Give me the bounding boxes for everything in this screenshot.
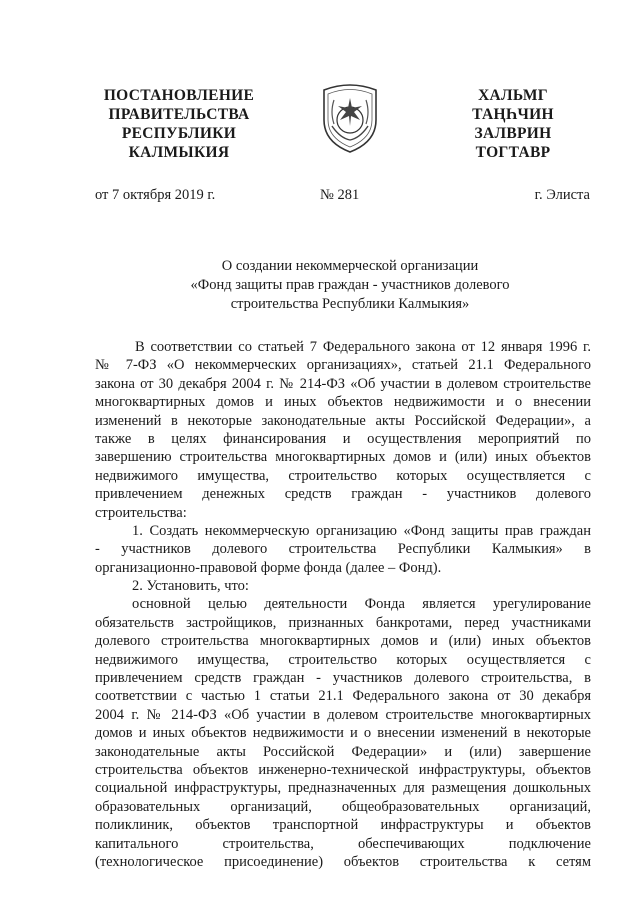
body-line: основной целью деятельности Фонда является урегулирование (132, 596, 591, 613)
header-left-line: КАЛМЫКИЯ (128, 144, 230, 161)
document-city: г. Элиста (534, 187, 590, 203)
body-line: 1. Создать некоммерческую организацию «Фонд защиты прав граждан (132, 522, 591, 539)
body-line: обязательств застройщиков, признанных банкротами, перед участниками (95, 614, 591, 631)
header-right-line: ЗАЛВРИН (474, 125, 552, 142)
body-line: социальной инфраструктуры, предназначенных для размещения дошкольных (95, 780, 591, 797)
body-line: также в целях финансирования и осуществления мероприятий по (95, 430, 591, 447)
body-line: строительства объектов инженерно-технической инфраструктуры, объектов (95, 761, 591, 778)
document-number: № 281 (320, 187, 360, 203)
body-line: строительства: (95, 504, 187, 521)
body-line: недвижимого имущества, строительство которых осуществляется с (95, 651, 591, 668)
body-line: привлечением средств граждан - участников долевого строительства, в (95, 670, 591, 687)
document-title (150, 257, 550, 314)
title-line: О создании некоммерческой организации (221, 258, 479, 274)
header-right-title (448, 86, 578, 162)
body-line: (технологическое присоединение) объектов строительства к сетям (95, 853, 591, 870)
body-line: - участников долевого строительства Республики Калмыкия» в (95, 541, 591, 558)
header-right-line: ХАЛЬМГ (478, 87, 548, 104)
body-line: привлечением денежных средств граждан - участников долевого (95, 486, 591, 503)
body-line: 2004 г. № 214-ФЗ «Об участии в долевом строительстве многоквартирных (95, 706, 591, 723)
body-line: капитального строительства, обеспечивающих подключение (95, 835, 591, 852)
body-line: образовательных организаций, общеобразовательных организаций, (95, 798, 591, 815)
body-line: изменений в некоторые законодательные акты Российской Федерации», а (95, 412, 591, 429)
body-line: законодательные акты Российской Федерации» и (или) завершение (95, 743, 591, 760)
body-line: завершению строительства многоквартирных домов и (или) иных объектов (95, 449, 591, 466)
body-line: многоквартирных домов и иных объектов недвижимости и о внесении (95, 394, 591, 411)
document-date: от 7 октября 2019 г. (95, 187, 216, 203)
header-left-title (96, 86, 262, 162)
body-line: 2. Установить, что: (132, 578, 249, 595)
body-line: недвижимого имущества, строительство которых осуществляется с (95, 467, 591, 484)
body-line: домов и иных объектов недвижимости и о внесении изменений в некоторые (95, 725, 591, 742)
body-line: закона от 30 декабря 2004 г. № 214-ФЗ «Об участии в долевом строительстве (95, 375, 591, 392)
header-right-line: ТАҢҺЧИН (472, 106, 554, 123)
body-line: В соответствии со статьей 7 Федерального закона от 12 января 1996 г. (135, 339, 591, 355)
state-emblem-icon (318, 80, 382, 154)
header-left-line: РЕСПУБЛИКИ (121, 125, 237, 142)
title-line: «Фонд защиты прав граждан - участников долевого (190, 277, 510, 293)
body-line: соответствии с частью 1 статьи 21.1 Федерального закона от 30 декабря (95, 688, 591, 705)
title-line: строительства Республики Калмыкия» (230, 296, 470, 312)
document-body (95, 338, 591, 871)
header-left-line: ПОСТАНОВЛЕНИЕ (103, 87, 255, 104)
header-right-line: ТОГТАВР (475, 144, 551, 161)
body-line: долевого строительства многоквартирных домов и (или) иных объектов (95, 633, 591, 650)
body-line: поликлиник, объектов транспортной инфраструктуры и объектов (95, 817, 591, 834)
document-meta (95, 187, 590, 207)
header-left-line: ПРАВИТЕЛЬСТВА (108, 106, 250, 123)
body-line: № 7-ФЗ «О некоммерческих организациях», статьей 21.1 Федерального (95, 357, 591, 374)
body-line: организационно-правовой форме фонда (далее – Фонд). (95, 559, 442, 576)
